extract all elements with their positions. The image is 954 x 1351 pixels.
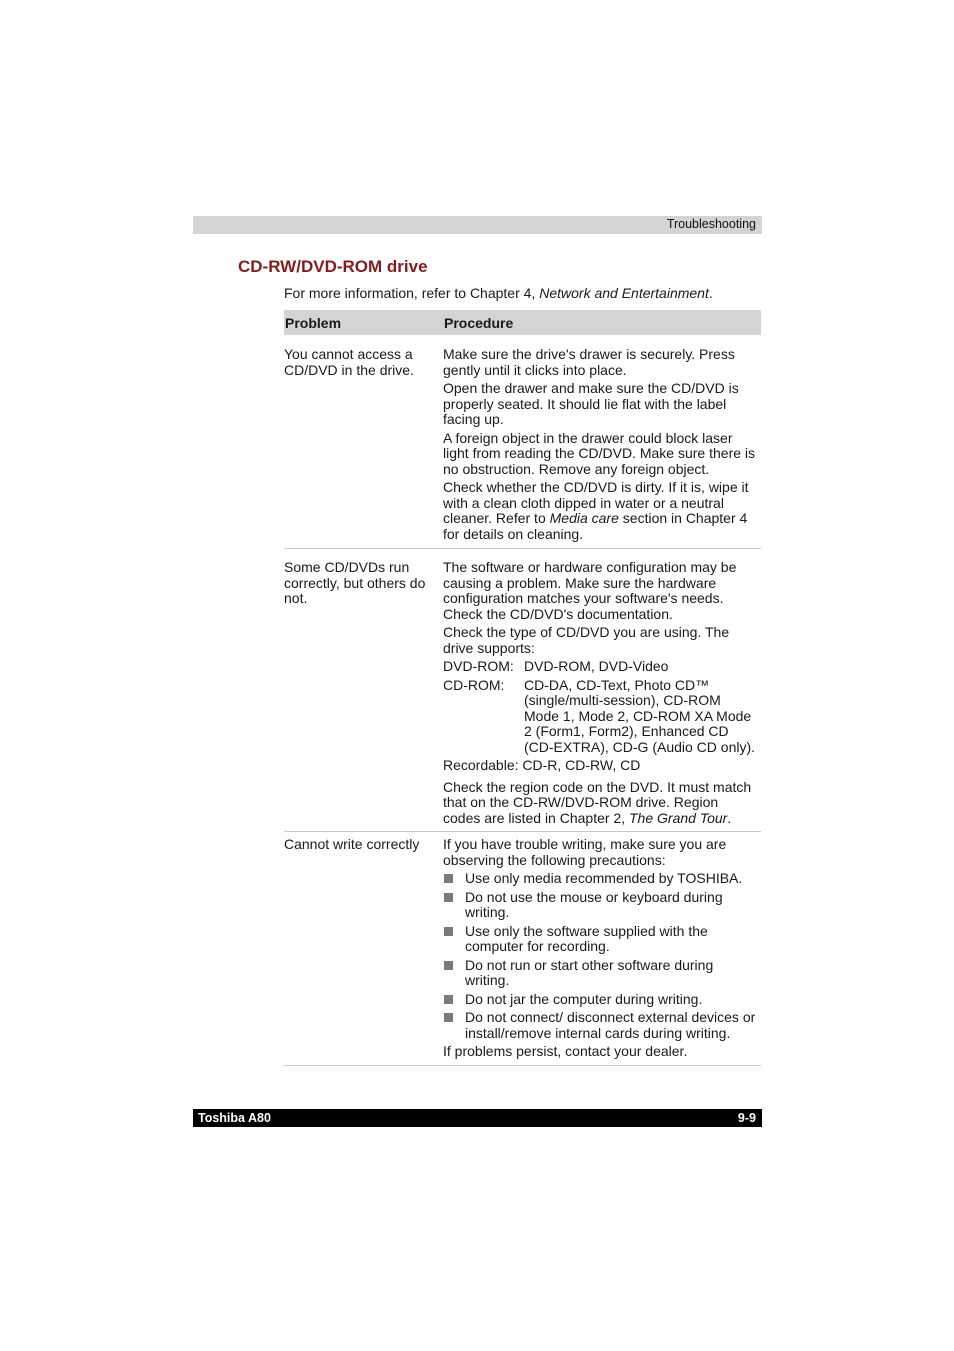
problem-cell: Some CD/DVDs run correctly, but others do not. <box>284 559 426 606</box>
bullet-square-icon <box>444 874 453 883</box>
column-header-problem: Problem <box>285 315 342 331</box>
recordable-value: CD-R, CD-RW, CD <box>522 757 641 773</box>
troubleshooting-table <box>284 310 761 1066</box>
list-item <box>443 1010 758 1041</box>
intro-suffix: . <box>708 285 713 301</box>
running-header <box>193 216 762 234</box>
list-item <box>443 924 758 955</box>
procedure-paragraph: Check the type of CD/DVD you are using. The drive supports: <box>443 624 730 656</box>
bullet-square-icon <box>444 961 453 970</box>
cd-rom-value: CD-DA, CD-Text, Photo CD™ (single/multi-session), CD-ROM Mode 1, Mode 2, CD-ROM XA Mode 2 (Form1, Form2), Enhanced CD (CD-EXTRA), CD-G (Audio CD only). <box>524 676 756 755</box>
procedure-cell <box>443 837 758 1060</box>
column-header-procedure: Procedure <box>444 315 514 331</box>
procedure-paragraph: If you have trouble writing, make sure you are observing the following precautions: <box>443 836 727 868</box>
list-item <box>443 958 758 989</box>
dvd-rom-label: DVD-ROM: <box>443 658 514 674</box>
table-row <box>284 549 761 832</box>
procedure-paragraph: The software or hardware configuration may be causing a problem. Make sure the hardware configuration matches your software's needs. Check the CD/DVD's documentation. <box>443 559 737 622</box>
supported-dvd-formats <box>443 659 758 675</box>
list-item-text: Do not jar the computer during writing. <box>465 990 703 1007</box>
list-item-text: Do not connect/ disconnect external devices or install/remove internal cards during writing. <box>465 1009 756 1041</box>
section-title: CD-RW/DVD-ROM drive <box>238 257 428 276</box>
procedure-paragraph: If problems persist, contact your dealer. <box>443 1043 688 1059</box>
table-header <box>284 310 761 335</box>
bullet-square-icon <box>444 995 453 1004</box>
procedure-paragraph: A foreign object in the drawer could block laser light from reading the CD/DVD. Make sure there is no obstruction. Remove any foreign object. <box>443 429 756 477</box>
intro-prefix: For more information, refer to Chapter 4, <box>284 285 540 301</box>
procedure-cell <box>443 347 758 542</box>
list-item <box>443 992 758 1008</box>
procedure-paragraph <box>443 480 758 542</box>
table-row <box>284 832 761 1066</box>
list-item-text: Do not use the mouse or keyboard during writing. <box>465 888 723 920</box>
list-item <box>443 871 758 887</box>
header-section-label: Troubleshooting <box>666 217 756 231</box>
footer-model: Toshiba A80 <box>198 1111 271 1125</box>
running-footer <box>193 1109 762 1127</box>
intro-text <box>284 285 713 301</box>
grand-tour-ref: The Grand Tour <box>629 809 728 826</box>
footer-page-number: 9-9 <box>737 1111 756 1125</box>
bullet-square-icon <box>444 927 453 936</box>
bullet-square-icon <box>444 893 453 902</box>
problem-cell: Cannot write correctly <box>284 836 420 852</box>
procedure-paragraph <box>443 780 758 827</box>
list-item <box>443 890 758 921</box>
list-item-text: Use only the software supplied with the computer for recording. <box>465 922 708 954</box>
bullet-square-icon <box>444 1013 453 1022</box>
cd-rom-label: CD-ROM: <box>443 676 505 693</box>
text-run: Check whether the CD/DVD is dirty. If it is, wipe it with a clean cloth dipped in water or a neutral cleaner. Refer to <box>443 479 749 526</box>
precautions-list <box>443 871 758 1041</box>
text-run: Check the region code on the DVD. It must match that on the CD-RW/DVD-ROM drive. Region codes are listed in Chapter 2, <box>443 778 752 826</box>
procedure-paragraph: Open the drawer and make sure the CD/DVD is properly seated. It should lie flat with the label facing up. <box>443 380 739 427</box>
media-care-ref: Media care <box>549 510 619 526</box>
list-item-text: Use only media recommended by TOSHIBA. <box>465 870 743 886</box>
table-row <box>284 335 761 549</box>
procedure-paragraph: Make sure the drive's drawer is securely. Press gently until it clicks into place. <box>443 346 735 378</box>
recordable-label: Recordable: <box>443 757 519 773</box>
text-run: section in Chapter 4 for details on cleaning. <box>443 510 748 542</box>
procedure-cell <box>443 560 758 826</box>
intro-chapter-ref: Network and Entertainment <box>539 285 709 301</box>
list-item-text: Do not run or start other software during writing. <box>465 956 714 988</box>
supported-cd-formats <box>443 678 758 756</box>
supported-recordable-formats <box>443 758 758 774</box>
problem-cell: You cannot access a CD/DVD in the drive. <box>284 346 414 378</box>
text-run: . <box>727 809 732 826</box>
dvd-rom-value: DVD-ROM, DVD-Video <box>524 658 669 674</box>
